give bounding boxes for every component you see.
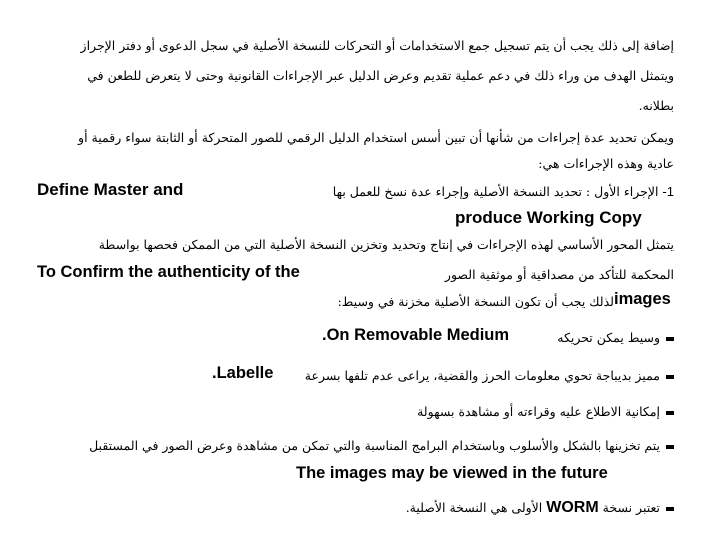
bullet-5-english: WORM: [546, 499, 599, 516]
bullet-mark: [666, 411, 674, 415]
para2-line-2: عادية وهذه الإجراءات هي:: [538, 156, 674, 171]
bullet-2-arabic: مميز بديباجة تحوي معلومات الحرز والقضية، يراعى عدم تلفها بسرعة: [295, 368, 674, 383]
bullet-1-english: .On Removable Medium: [322, 326, 510, 344]
para3-line-3-arabic: لذلك يجب أن تكون النسخة الأصلية مخزنة في وسيط:: [337, 294, 614, 309]
bullet-3-arabic: إمكانية الاطلاع عليه وقراءته أو مشاهدة بسهولة: [380, 404, 674, 419]
bullet-1-arabic: وسيط يمكن تحريكه: [540, 330, 674, 345]
para3-line-3-english: images: [614, 290, 671, 308]
bullet-mark: [666, 445, 674, 449]
bullet-mark: [666, 507, 674, 511]
bullet-mark: [666, 375, 674, 379]
bullet-mark: [666, 337, 674, 341]
step1-heading: [250, 184, 674, 199]
para3-line-1: يتمثل المحور الأساسي لهذه الإجراءات في إنتاج وتحديد وتخزين النسخة الأصلية التي من الممكن فحصها بواسطة: [98, 237, 674, 252]
bullet-4-arabic: يتم تخزينها بالشكل والأسلوب وباستخدام البرامج المناسبة والتي تمكن من مشاهدة وعرض الصور في المستقبل: [30, 438, 674, 453]
intro-line-2: ويتمثل الهدف من وراء ذلك في دعم عملية تقديم وعرض الدليل عبر الإجراءات القانونية وحتى لا يتعرض للطعن في: [87, 68, 674, 83]
bullet-5-arabic: تعتبر نسخة WORM الأولى هي النسخة الأصلية.: [370, 499, 674, 517]
step1-english-b: produce Working Copy: [455, 208, 642, 227]
step1-number: 1-: [662, 184, 674, 199]
bullet-4-english: The images may be viewed in the future: [296, 464, 608, 482]
para3-line-2-english: To Confirm the authenticity of the: [37, 263, 300, 281]
step1-text: الإجراء الأول : تحديد النسخة الأصلية وإجراء عدة نسخ للعمل بها: [332, 184, 659, 199]
intro-line-3: بطلانه.: [638, 98, 674, 113]
step1-english-a: Define Master and: [37, 180, 184, 199]
para2-line-1: ويمكن تحديد عدة إجراءات من شأنها أن تبين أسس استخدام الدليل الرقمي للصور المتحركة أو الثابتة سواء رقمية أو: [78, 130, 674, 145]
intro-line-1: إضافة إلى ذلك يجب أن يتم تسجيل جمع الاستخدامات أو التحركات للنسخة الأصلية في سجل الدعوى أو دفتر الإجراز: [80, 38, 674, 53]
para3-line-2-arabic: المحكمة للتأكد من مصداقية أو موثقية الصور: [444, 267, 674, 282]
bullet-2-english: .Labelle: [212, 364, 274, 382]
